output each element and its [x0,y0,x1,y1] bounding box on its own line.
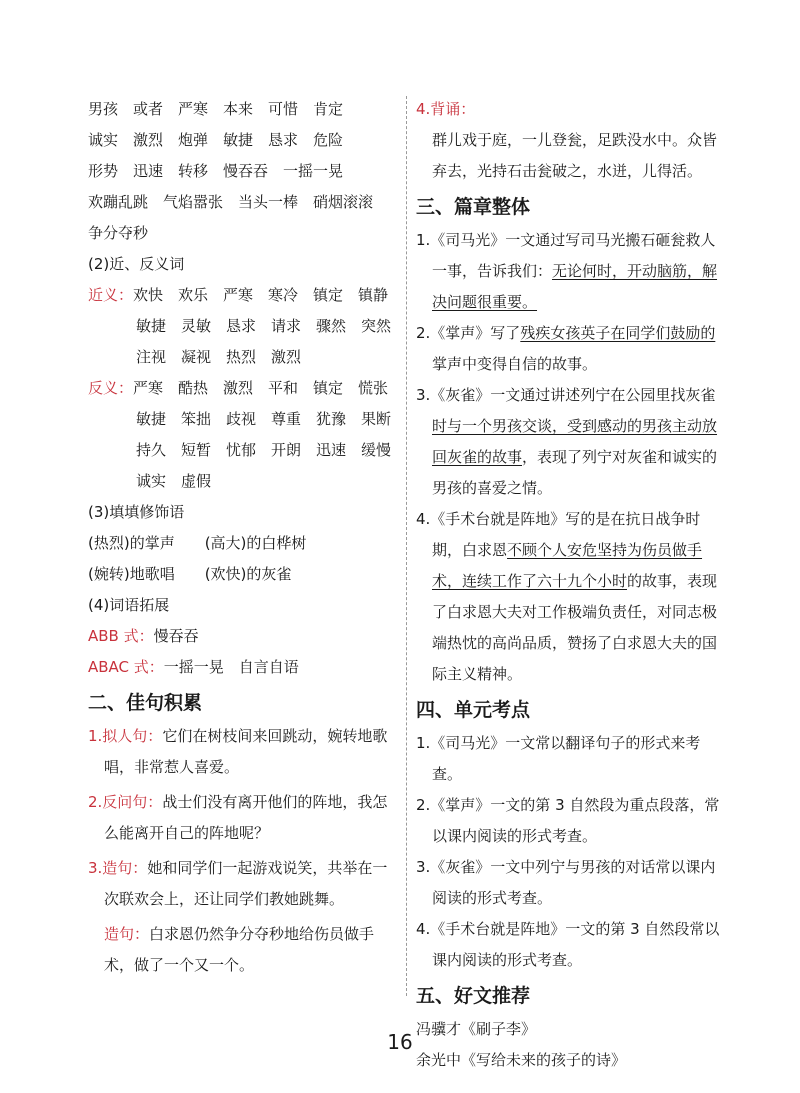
synonym-row: 注视 凝视 热烈 激烈 [136,348,302,366]
section-title: 三、篇章整体 [416,196,531,218]
antonym-row: 持久 短暂 忧郁 开朗 迅速 缓慢 [136,441,392,459]
recite-item: 4.背诵： [416,100,476,118]
sentence-item: 3.造句：她和同学们一起游戏说笑，共举在一次联欢会上，还让同学们教她跳舞。 [88,859,388,908]
modifier-row: (婉转)地歌唱 (欢快)的灰雀 [88,565,292,583]
word-row: 争分夺秒 [88,224,149,242]
word-row: 形势 迅速 转移 慢吞吞 一摇一晃 [88,162,344,180]
sentence-item: 2.反问句：战士们没有离开他们的阵地，我怎么能离开自己的阵地呢？ [88,793,388,842]
page-number: 16 [387,1030,413,1054]
exam-item: 1.《司马光》一文常以翻译句子的形式来考查。 [416,734,701,783]
section-title: 四、单元考点 [416,699,531,721]
exam-item: 3.《灰雀》一文中列宁与男孩的对话常以课内阅读的形式考查。 [416,858,716,907]
synonym-row: 敏捷 灵敏 恳求 请求 骤然 突然 [136,317,392,335]
exam-item: 4.《手术台就是阵地》一文的第 3 自然段常以课内阅读的形式考查。 [416,920,720,969]
antonym-row: 诚实 虚假 [136,472,212,490]
expand-title: (4)词语拓展 [88,596,170,614]
summary-item: 4.《手术台就是阵地》写的是在抗日战争时期，白求恩不顾个人安危坚持为伤员做手术，连续工作了六十九个小时的故事，表现了白求恩大夫对工作极端负责任，对同志极端热忱的高尚品质，赞扬了白求恩大夫的国际主义精神。 [416,510,718,683]
antonym-row: 敏捷 笨拙 歧视 尊重 犹豫 果断 [136,410,392,428]
left-column [88,94,400,981]
word-row: 欢蹦乱跳 气焰嚣张 当头一棒 硝烟滚滚 [88,193,374,211]
antonym-label: 反义： [88,379,134,397]
modifier-row: (热烈)的掌声 (高大)的白桦树 [88,534,307,552]
abb-row: ABB 式：慢吞吞 [88,627,199,645]
recommend-item: 余光中《写给未来的孩子的诗》 [416,1051,627,1069]
section-title: 二、佳句积累 [88,692,203,714]
antonym-row: 反义：严寒 酷热 激烈 平和 镇定 慌张 [88,379,389,397]
word-row: 男孩 或者 严寒 本来 可惜 肯定 [88,100,344,118]
synonym-label: 近义： [88,286,134,304]
abac-row: ABAC 式：一摇一晃 自言自语 [88,658,299,676]
column-divider [406,96,407,996]
synonyms-title: (2)近、反义词 [88,255,185,273]
recite-text: 群儿戏于庭，一儿登瓮，足跌没水中。众皆弃去，光持石击瓮破之，水迸，儿得活。 [432,131,718,180]
section-title: 五、好文推荐 [416,985,531,1007]
sentence-item: 1.拟人句：它们在树枝间来回跳动，婉转地歌唱，非常惹人喜爱。 [88,727,388,776]
exam-item: 2.《掌声》一文的第 3 自然段为重点段落，常以课内阅读的形式考查。 [416,796,720,845]
right-column [416,94,728,1076]
summary-item: 3.《灰雀》一文通过讲述列宁在公园里找灰雀时与一个男孩交谈，受到感动的男孩主动放回灰雀的故事，表现了列宁对灰雀和诚实的男孩的喜爱之情。 [416,386,718,497]
word-row: 诚实 激烈 炮弹 敏捷 恳求 危险 [88,131,344,149]
synonym-row: 近义：欢快 欢乐 严寒 寒冷 镇定 镇静 [88,286,389,304]
modifier-title: (3)填填修饰语 [88,503,185,521]
recommend-item: 冯骥才《刷子李》 [416,1020,537,1038]
summary-item: 1.《司马光》一文通过写司马光搬石砸瓮救人一事，告诉我们：无论何时，开动脑筋，解决问题很重要。 [416,231,718,311]
summary-item: 2.《掌声》写了残疾女孩英子在同学们鼓励的掌声中变得自信的故事。 [416,324,716,373]
sentence-item: 造句：白求恩仍然争分夺秒地给伤员做手术，做了一个又一个。 [104,925,375,974]
